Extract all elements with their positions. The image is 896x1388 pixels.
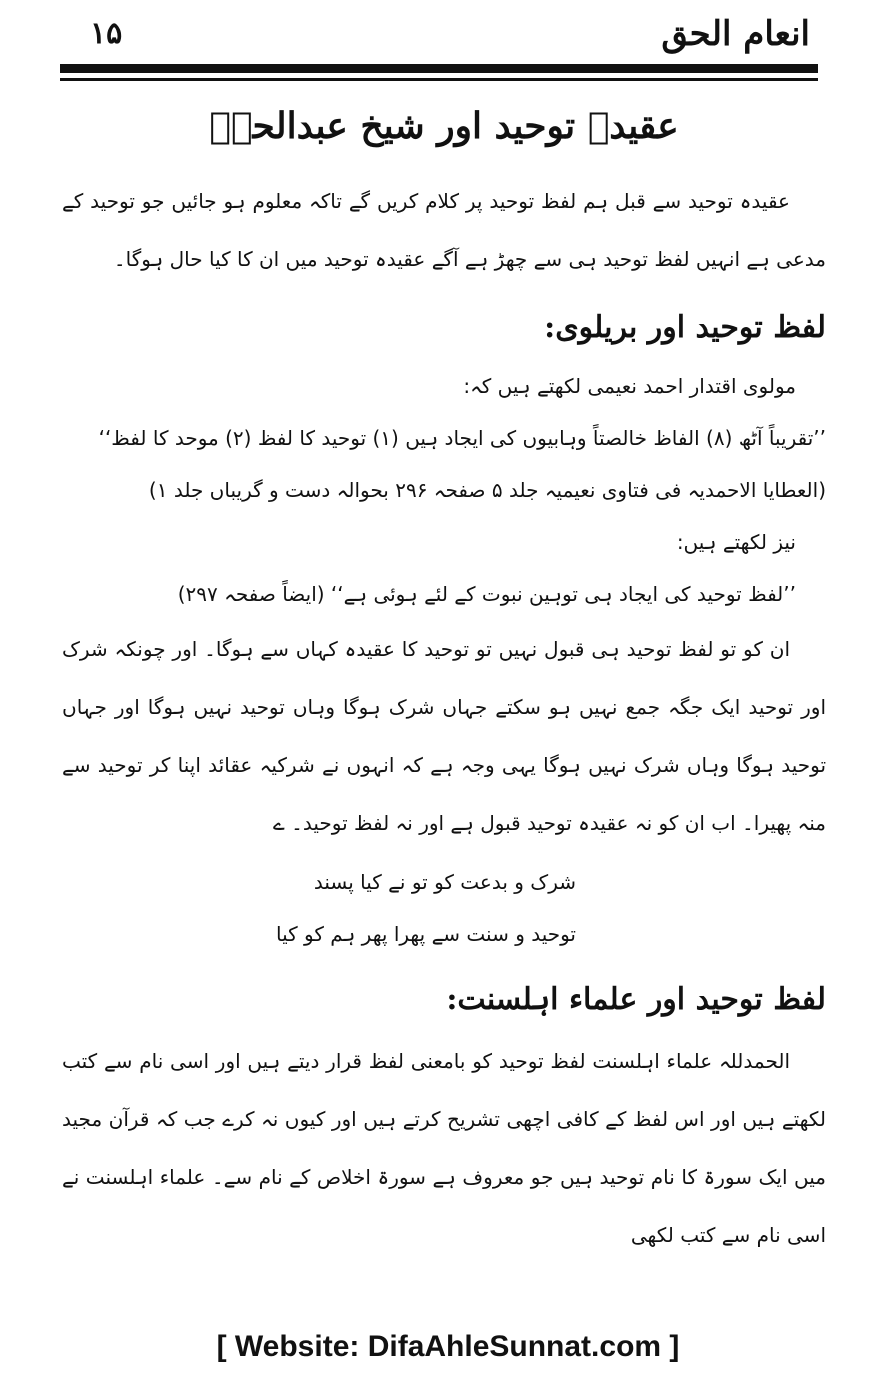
- section-heading-barelvi: لفظ توحید اور بریلوی:: [544, 310, 826, 345]
- running-title: انعام الحق: [661, 14, 810, 54]
- body-paragraph-text: ان کو تو لفظ توحید ہی قبول نہیں تو توحید کا عقیدہ کہاں سے ہوگا۔ اور چونکہ شرک اور توحید ایک: [62, 637, 827, 719]
- body-paragraph-text: یہی وجہ ہے کہ انہوں نے شرکیہ عقائد اپنا کر توحید سے منہ پھیرا۔ اب ان کو نہ عقیدہ توحید قبول ہے: [62, 753, 826, 835]
- header-rule-thick: [60, 64, 818, 73]
- poem-couplet: [62, 856, 826, 960]
- page-number: ۱۵: [90, 16, 123, 51]
- page-header: [60, 6, 818, 62]
- chapter-title: عقیدہ توحید اور شیخ عبدالحقؒ: [209, 105, 679, 147]
- page-content: [62, 96, 826, 1264]
- header-rule-thin: [60, 78, 818, 81]
- quotation: ’’تقریباً آٹھ (۸) الفاظ خالصتاً وہابیوں کی ایجاد ہیں (۱) توحید کا لفظ (۲) موحد کا لفظ‘‘: [98, 426, 826, 450]
- verse-line: توحید و سنت سے پھرا پھر ہم کو کیا: [276, 922, 576, 946]
- body-paragraph-text: جگہ جمع نہیں ہو سکتے جہاں شرک ہوگا وہاں توحید نہیں ہوگا اور جہاں توحید ہوگا وہاں شرک نہیں ہوگا: [62, 695, 827, 777]
- quotation: ’’لفظ توحید کی ایجاد ہی توہین نبوت کے لئے ہوئی ہے‘‘ (ایضاً صفحہ ۲۹۷): [177, 582, 796, 606]
- website-footer: [ Website: DifaAhleSunnat.com ]: [216, 1330, 680, 1363]
- body-paragraph-text: نام توحید ہیں جو معروف ہے سورۃ اخلاص کے نام سے۔ علماء اہلسنت نے اسی نام سے کتب لکھی: [62, 1165, 826, 1247]
- intro-paragraph-text: ہے انہیں لفظ توحید ہی سے چھڑ ہے آگے عقیدہ توحید میں ان کا کیا حال ہوگا۔: [113, 247, 770, 271]
- verse-line: شرک و بدعت کو تو نے کیا پسند: [313, 870, 576, 894]
- intro-paragraph: [62, 172, 826, 288]
- intro-paragraph-text: عقیدہ توحید سے قبل ہم لفظ توحید پر کلام کریں گے تاکہ معلوم ہو جائیں جو توحید کے مدعی: [62, 189, 826, 271]
- body-paragraph-text: اور نہ لفظ توحید۔ ے: [273, 811, 445, 835]
- body-paragraph: [62, 620, 826, 852]
- section-heading-ahlesunnat: لفظ توحید اور علماء اہلسنت:: [446, 982, 826, 1017]
- quote-intro: نیز لکھتے ہیں:: [676, 530, 796, 554]
- body-paragraph-text: الحمدللہ علماء اہلسنت لفظ توحید کو بامعنی لفظ قرار دیتے ہیں اور اسی نام سے کتب لکھتے ہیں اور: [62, 1049, 826, 1131]
- quote-intro: مولوی اقتدار احمد نعیمی لکھتے ہیں کہ:: [463, 374, 796, 398]
- body-paragraph-text: اس لفظ کے کافی اچھی تشریح کرتے ہیں اور کیوں نہ کرے جب کہ قرآن مجید میں ایک سورۃ کا: [62, 1107, 827, 1189]
- reference-citation: (العطایا الاحمدیہ فی فتاوی نعیمیہ جلد ۵ صفحہ ۲۹۶ بحوالہ دست و گریباں جلد ۱): [148, 478, 826, 502]
- body-paragraph: [62, 1032, 826, 1264]
